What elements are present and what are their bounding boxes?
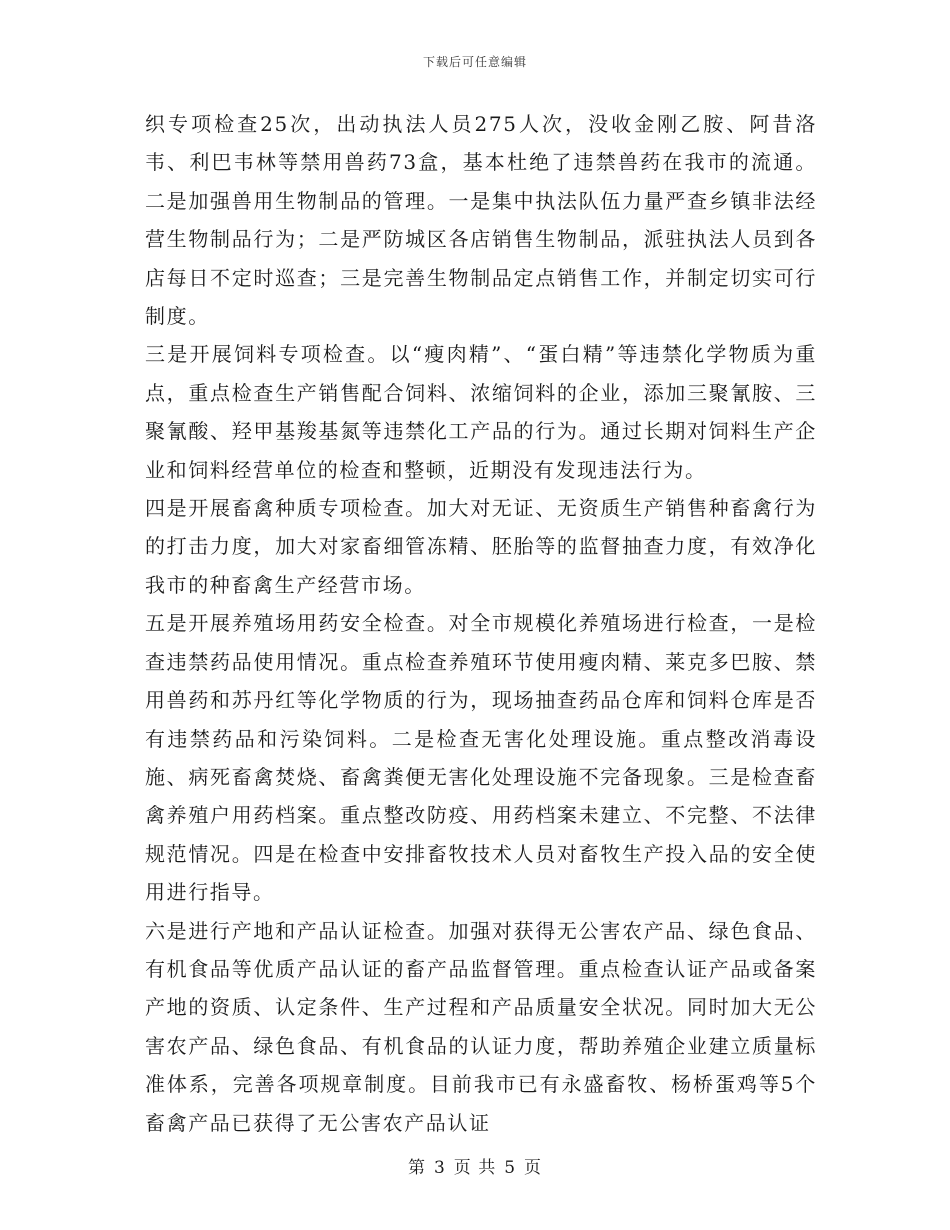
current-page-number: 3: [433, 1158, 446, 1178]
page-footer: [0, 1153, 950, 1178]
total-pages-number: 5: [504, 1158, 517, 1178]
paragraph-2: 三是开展饲料专项检查。以“瘦肉精”、“蛋白精”等违禁化学物质为重点，重点检查生产销售配合饲料、浓缩饲料的企业，添加三聚氰胺、三聚氰酸、羟甲基羧基氮等违禁化工产品的行为。通过长期对饲料生产企业和饲料经营单位的检查和整顿，近期没有发现违法行为。: [145, 342, 817, 482]
paragraph-4: 五是开展养殖场用药安全检查。对全市规模化养殖场进行检查，一是检查违禁药品使用情况。重点检查养殖环节使用瘦肉精、莱克多巴胺、禁用兽药和苏丹红等化学物质的行为，现场抽查药品仓库和饲料仓库是否有违禁药品和污染饲料。二是检查无害化处理设施。重点整改消毒设施、病死畜禽焚烧、畜禽粪便无害化处理设施不完备现象。三是检查畜禽养殖户用药档案。重点整改防疫、用药档案未建立、不完整、不法律规范情况。四是在检查中安排畜牧技术人员对畜牧生产投入品的安全使用进行指导。: [145, 611, 817, 905]
paragraph-5: 六是进行产地和产品认证检查。加强对获得无公害农产品、绿色食品、有机食品等优质产品认证的畜产品监督管理。重点检查认证产品或备案产地的资质、认定条件、生产过程和产品质量安全状况。同时加大无公害农产品、绿色食品、有机食品的认证力度，帮助养殖企业建立质量标准体系，完善各项规章制度。目前我市已有永盛畜牧、杨桥蛋鸡等5个畜禽产品已获得了无公害农产品认证: [145, 918, 817, 1135]
footer-suffix: 页: [524, 1158, 543, 1178]
document-body: [145, 105, 817, 1142]
footer-middle: 页 共: [453, 1158, 497, 1178]
paragraph-3: 四是开展畜禽种质专项检查。加大对无证、无资质生产销售种畜禽行为的打击力度，加大对家畜细管冻精、胚胎等的监督抽查力度，有效净化我市的种畜禽生产经营市场。: [145, 496, 817, 597]
page-header: 下载后可任意编辑: [422, 55, 527, 69]
paragraph-1: 织专项检查25次，出动执法人员275人次，没收金刚乙胺、阿昔洛韦、利巴韦林等禁用兽药73盒，基本杜绝了违禁兽药在我市的流通。二是加强兽用生物制品的管理。一是集中执法队伍力量严查乡镇非法经营生物制品行为；二是严防城区各店销售生物制品，派驻执法人员到各店每日不定时巡查；三是完善生物制品定点销售工作，并制定切实可行制度。: [145, 112, 817, 329]
footer-prefix: 第: [407, 1158, 426, 1178]
